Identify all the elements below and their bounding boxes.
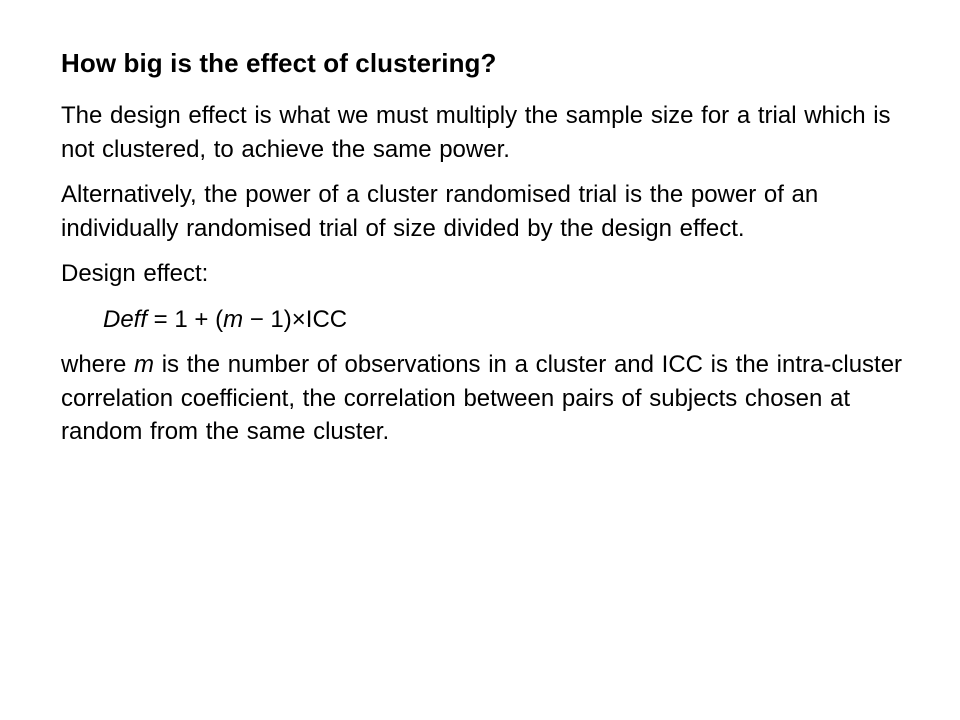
design-effect-formula bbox=[103, 303, 913, 337]
design-effect-label: Design effect: bbox=[61, 260, 209, 287]
explanation-m-variable: m bbox=[134, 351, 155, 378]
formula-deff-variable: Deff bbox=[103, 305, 148, 333]
formula-m-variable: m bbox=[223, 305, 244, 333]
explanation-lead: where bbox=[61, 351, 135, 378]
slide-title: How big is the effect of clustering? bbox=[61, 48, 497, 78]
paragraph-design-effect-definition: The design effect is what we must multiply the sample size for a trial which is not clustered, to achieve the same power. bbox=[61, 102, 891, 163]
formula-text-part2: − 1)×ICC bbox=[243, 305, 348, 333]
paragraph-power-alternative: Alternatively, the power of a cluster randomised trial is the power of an individually randomised trial of size divided by the design effect. bbox=[61, 181, 819, 242]
paragraph-icc-explanation bbox=[61, 348, 913, 449]
slide-content bbox=[61, 46, 913, 461]
explanation-rest: is the number of observations in a cluster and ICC is the intra-cluster correlation coefficient, the correlation between pairs of subjects chosen at random from the same cluster. bbox=[61, 351, 903, 445]
formula-text-part1: = 1 + ( bbox=[147, 305, 224, 333]
